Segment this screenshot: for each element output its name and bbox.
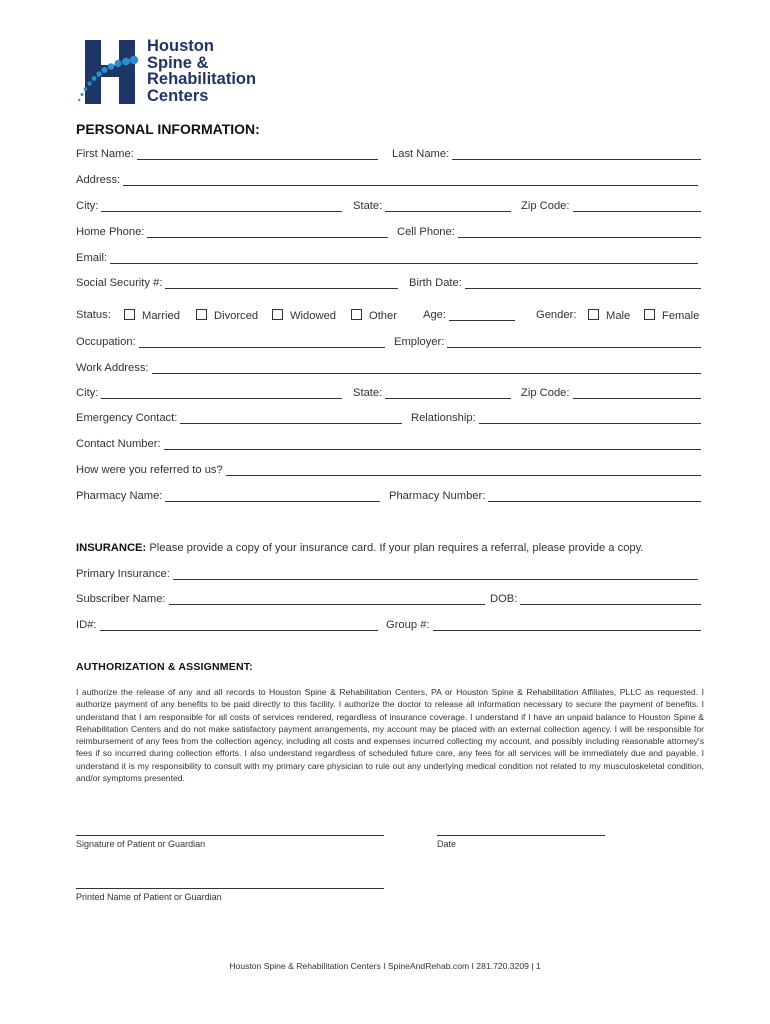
- insurance-id-field[interactable]: [76, 619, 378, 631]
- home-phone-label: Home Phone:: [76, 226, 145, 238]
- work-state-field[interactable]: [353, 387, 511, 399]
- row-pharmacy: [76, 490, 701, 506]
- ssn-line[interactable]: [165, 277, 398, 289]
- work-city-field[interactable]: [76, 387, 342, 399]
- work-city-line[interactable]: [101, 387, 342, 399]
- status-other-label: Other: [369, 310, 397, 322]
- row-status: [76, 309, 701, 325]
- row-ssn: [76, 277, 701, 293]
- employer-field[interactable]: [394, 336, 701, 348]
- employer-label: Employer:: [394, 336, 445, 348]
- row-email: [76, 252, 701, 268]
- occupation-field[interactable]: [76, 336, 385, 348]
- insurance-heading: INSURANCE:: [76, 542, 147, 554]
- emergency-contact-line[interactable]: [180, 412, 402, 424]
- dob-label: DOB:: [490, 593, 518, 605]
- age-field[interactable]: [423, 309, 515, 321]
- pharmacy-number-line[interactable]: [488, 490, 701, 502]
- insurance-note: Please provide a copy of your insurance card. If your plan requires a referral, please provide a copy.: [149, 542, 644, 554]
- signature-caption: Signature of Patient or Guardian: [76, 839, 206, 849]
- referred-line[interactable]: [226, 464, 701, 476]
- address-line[interactable]: [123, 174, 698, 186]
- work-state-label: State:: [353, 387, 383, 399]
- status-option-widowed[interactable]: [272, 309, 336, 322]
- row-address: [76, 174, 701, 190]
- checkbox-widowed[interactable]: [272, 309, 283, 320]
- gender-female-label: Female: [662, 310, 700, 322]
- subscriber-name-field[interactable]: [76, 593, 485, 605]
- cell-phone-line[interactable]: [458, 226, 701, 238]
- insurance-heading-line: [76, 542, 644, 554]
- row-work-city: [76, 387, 701, 403]
- state-line[interactable]: [385, 200, 511, 212]
- row-emergency: [76, 412, 701, 428]
- authorization-heading: AUTHORIZATION & ASSIGNMENT:: [76, 661, 253, 673]
- row-phones: [76, 226, 701, 242]
- cell-phone-label: Cell Phone:: [397, 226, 455, 238]
- checkbox-divorced[interactable]: [196, 309, 207, 320]
- clinic-logo-text: Houston Spine & Rehabilitation Centers: [147, 37, 257, 105]
- zip-line[interactable]: [573, 200, 701, 212]
- email-field[interactable]: [76, 252, 698, 264]
- city-line[interactable]: [101, 200, 342, 212]
- birth-date-line[interactable]: [465, 277, 701, 289]
- status-married-label: Married: [142, 310, 180, 322]
- status-widowed-label: Widowed: [290, 310, 337, 322]
- address-field[interactable]: [76, 174, 698, 186]
- pharmacy-name-field[interactable]: [76, 490, 380, 502]
- email-label: Email:: [76, 252, 108, 264]
- date-caption: Date: [437, 839, 457, 849]
- checkbox-male[interactable]: [588, 309, 599, 320]
- contact-number-line[interactable]: [164, 438, 701, 450]
- first-name-field[interactable]: [76, 148, 378, 160]
- emergency-contact-field[interactable]: [76, 412, 402, 424]
- work-zip-field[interactable]: [521, 387, 701, 399]
- relationship-line[interactable]: [479, 412, 701, 424]
- city-field[interactable]: [76, 200, 342, 212]
- pharmacy-number-label: Pharmacy Number:: [389, 490, 486, 502]
- ssn-label: Social Security #:: [76, 277, 163, 289]
- gender-option-female[interactable]: [644, 309, 699, 322]
- page-footer: Houston Spine & Rehabilitation Centers I SpineAndRehab.com I 281.720.3209 | 1: [229, 961, 541, 971]
- work-state-line[interactable]: [385, 387, 511, 399]
- status-label: Status:: [76, 309, 111, 321]
- birth-date-label: Birth Date:: [409, 277, 462, 289]
- cell-phone-field[interactable]: [397, 226, 701, 238]
- pharmacy-name-label: Pharmacy Name:: [76, 490, 163, 502]
- referred-field[interactable]: [76, 464, 701, 476]
- row-primary-insurance: [76, 568, 701, 584]
- signature-line[interactable]: [76, 835, 384, 836]
- first-name-label: First Name:: [76, 148, 134, 160]
- date-line[interactable]: [437, 835, 605, 836]
- primary-insurance-field[interactable]: [76, 568, 698, 580]
- insurance-id-label: ID#:: [76, 619, 97, 631]
- work-address-line[interactable]: [152, 362, 701, 374]
- status-option-divorced[interactable]: [196, 309, 258, 322]
- work-zip-line[interactable]: [573, 387, 701, 399]
- row-name: [76, 148, 701, 164]
- ssn-field[interactable]: [76, 277, 398, 289]
- subscriber-name-line[interactable]: [169, 593, 485, 605]
- work-address-field[interactable]: [76, 362, 701, 374]
- address-label: Address:: [76, 174, 121, 186]
- checkbox-married[interactable]: [124, 309, 135, 320]
- primary-insurance-line[interactable]: [173, 568, 698, 580]
- pharmacy-number-field[interactable]: [389, 490, 701, 502]
- work-address-label: Work Address:: [76, 362, 149, 374]
- emergency-contact-label: Emergency Contact:: [76, 412, 178, 424]
- age-line[interactable]: [449, 309, 515, 321]
- dob-field[interactable]: [490, 593, 701, 605]
- referred-label: How were you referred to us?: [76, 464, 223, 476]
- status-divorced-label: Divorced: [214, 310, 259, 322]
- zip-label: Zip Code:: [521, 200, 570, 212]
- relationship-label: Relationship:: [411, 412, 476, 424]
- first-name-line[interactable]: [137, 148, 378, 160]
- primary-insurance-label: Primary Insurance:: [76, 568, 170, 580]
- status-option-married[interactable]: [124, 309, 180, 322]
- work-zip-label: Zip Code:: [521, 387, 570, 399]
- row-referred: [76, 464, 701, 480]
- contact-number-label: Contact Number:: [76, 438, 161, 450]
- occupation-label: Occupation:: [76, 336, 136, 348]
- city-label: City:: [76, 200, 99, 212]
- dob-line[interactable]: [520, 593, 701, 605]
- contact-number-field[interactable]: [76, 438, 701, 450]
- age-label: Age:: [423, 309, 447, 321]
- relationship-field[interactable]: [411, 412, 701, 424]
- group-line[interactable]: [433, 619, 701, 631]
- subscriber-name-label: Subscriber Name:: [76, 593, 166, 605]
- status-option-other[interactable]: [351, 309, 397, 322]
- row-subscriber: [76, 593, 701, 609]
- row-city: [76, 200, 701, 216]
- home-phone-field[interactable]: [76, 226, 388, 238]
- occupation-line[interactable]: [139, 336, 385, 348]
- birth-date-field[interactable]: [409, 277, 701, 289]
- gender-option-male[interactable]: [588, 309, 630, 322]
- zip-field[interactable]: [521, 200, 701, 212]
- checkbox-female[interactable]: [644, 309, 655, 320]
- row-occupation: [76, 336, 701, 352]
- last-name-line[interactable]: [452, 148, 701, 160]
- row-work-address: [76, 362, 701, 378]
- pharmacy-name-line[interactable]: [165, 490, 380, 502]
- gender-male-label: Male: [606, 310, 631, 322]
- checkbox-other[interactable]: [351, 309, 362, 320]
- group-field[interactable]: [386, 619, 701, 631]
- employer-line[interactable]: [447, 336, 701, 348]
- row-id-group: [76, 619, 701, 635]
- printed-name-caption: Printed Name of Patient or Guardian: [76, 892, 222, 902]
- authorization-text: I authorize the release of any and all records to Houston Spine & Rehabilitation Centers, PA or Houston Spine & Rehabilitation Affiliates, PLLC as requested. I authorize payment of any benefits to be paid directly to this facility. I authorize the doctor to release all information necessary to secure the payment of benefits. I understand that I am responsible for all costs of services rendered, regardless of insurance coverage. I understand if I have an unpaid balance to Houston Spine & Rehabilitation Centers and do not make satisfactory payment arrangements, my account may be placed with an external collection agency. I will be responsible for reimbursement of any fees from the collection agency, including all costs and expenses incurred collecting my account, and possibly including reasonable attorney's fees if so incurred during collection efforts. I also understand regardless of scheduled future care, any fees for all services will be immediately due and payable. I understand it is my responsibility to consult with my primary care physician to rule out any underlying medical condition not related to my musculoskeletal condition, and/or symptoms presented.: [76, 687, 704, 784]
- personal-information-heading: PERSONAL INFORMATION:: [76, 121, 260, 137]
- work-city-label: City:: [76, 387, 99, 399]
- group-label: Group #:: [386, 619, 430, 631]
- insurance-id-line[interactable]: [100, 619, 378, 631]
- last-name-label: Last Name:: [392, 148, 450, 160]
- printed-name-line[interactable]: [76, 888, 384, 889]
- state-label: State:: [353, 200, 383, 212]
- home-phone-line[interactable]: [147, 226, 388, 238]
- last-name-field[interactable]: [392, 148, 701, 160]
- row-contact-number: [76, 438, 701, 454]
- state-field[interactable]: [353, 200, 511, 212]
- email-line[interactable]: [110, 252, 698, 264]
- gender-label: Gender:: [536, 309, 577, 321]
